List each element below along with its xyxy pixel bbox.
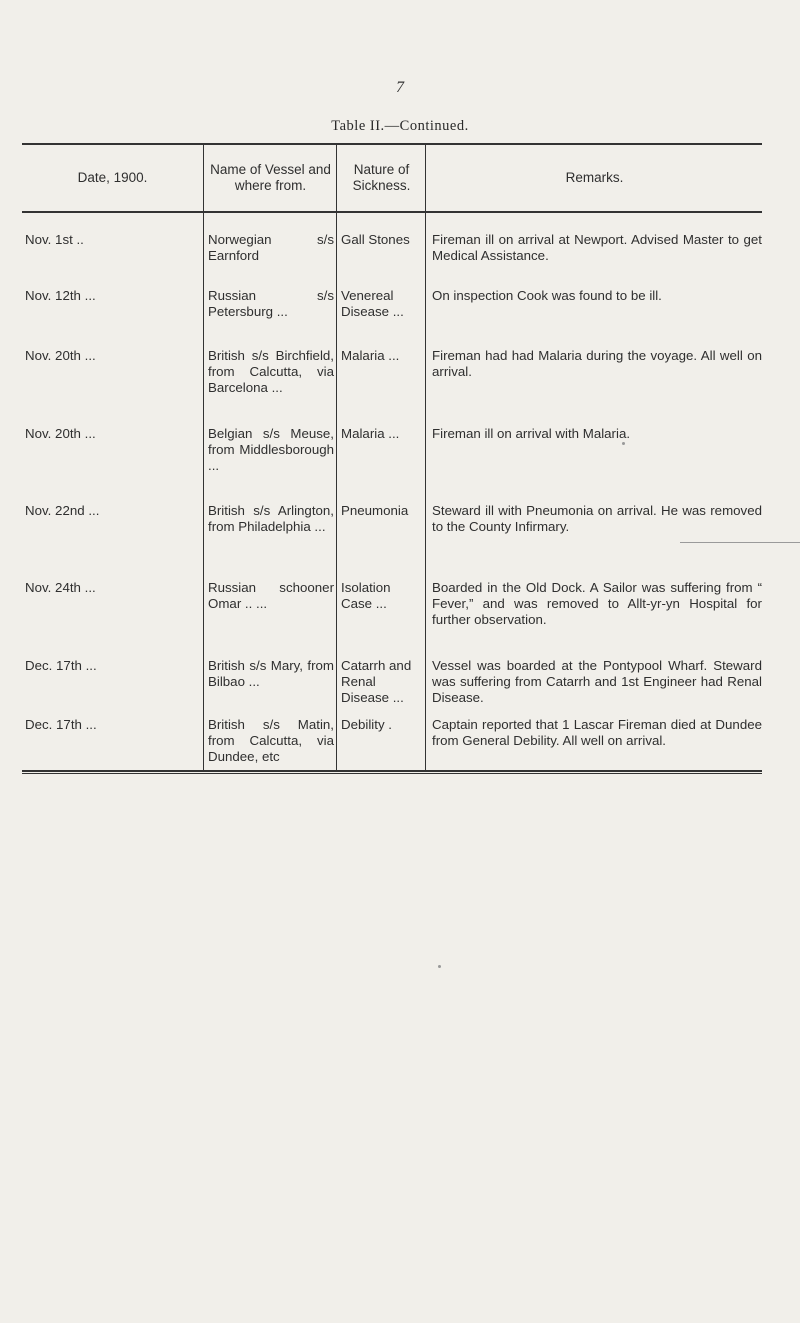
cell-date: Dec. 17th ...	[25, 717, 97, 732]
cell-date: Nov. 1st ..	[25, 232, 84, 247]
cell-date: Nov. 22nd ...	[25, 503, 100, 518]
header-nature: Nature of Sickness.	[352, 161, 411, 193]
scan-speck	[438, 965, 441, 968]
column-divider-2	[336, 143, 337, 770]
table-bottom-rule	[22, 770, 762, 772]
cell-vessel: British s/s Arlington, from Philadelphia ...	[208, 503, 334, 534]
cell-nature: Debility .	[341, 717, 392, 732]
cell-date: Nov. 24th ...	[25, 580, 96, 595]
cell-date: Nov. 12th ...	[25, 288, 96, 303]
cell-vessel: Belgian s/s Meuse, from Middlesborough ...	[208, 426, 334, 473]
cell-date: Dec. 17th ...	[25, 658, 97, 673]
cell-vessel: Norwegian s/s Earnford	[208, 232, 334, 263]
cell-nature: Pneumonia	[341, 503, 409, 518]
cell-nature: Malaria ...	[341, 426, 400, 441]
cell-nature: Catarrh and Renal Disease ...	[341, 658, 412, 705]
table-bottom-rule-2	[22, 773, 762, 774]
header-bottom-rule	[22, 211, 762, 213]
cell-remarks: Boarded in the Old Dock. A Sailor was suffering from “ Fever,” and was removed to Allt-yr-yn Hospital for further observation.	[432, 580, 762, 627]
cell-remarks: On inspection Cook was found to be ill.	[432, 288, 662, 303]
cell-nature: Gall Stones	[341, 232, 410, 247]
cell-remarks: Vessel was boarded at the Pontypool Wharf. Steward was suffering from Catarrh and 1st Engineer had Renal Disease.	[432, 658, 762, 705]
column-divider-3	[425, 143, 426, 770]
cell-vessel: British s/s Matin, from Calcutta, via Dundee, etc	[208, 717, 334, 764]
cell-vessel: Russian s/s Petersburg ...	[208, 288, 334, 319]
scan-stray-line	[680, 542, 800, 543]
cell-remarks: Fireman ill on arrival with Malaria.	[432, 426, 631, 441]
cell-nature: Isolation Case ...	[341, 580, 391, 611]
table-title: Table II.—Continued.	[331, 118, 469, 134]
cell-date: Nov. 20th ...	[25, 348, 96, 363]
cell-remarks: Fireman had had Malaria during the voyage. All well on arrival.	[432, 348, 762, 379]
cell-vessel: British s/s Mary, from Bilbao ...	[208, 658, 334, 689]
cell-nature: Venereal Disease ...	[341, 288, 404, 319]
header-date: Date, 1900.	[77, 169, 148, 185]
scan-speck	[622, 442, 625, 445]
cell-remarks: Fireman ill on arrival at Newport. Advised Master to get Medical Assistance.	[432, 232, 762, 263]
cell-vessel: British s/s Birchfield, from Calcutta, via Barcelona ...	[208, 348, 334, 395]
cell-date: Nov. 20th ...	[25, 426, 96, 441]
cell-remarks: Steward ill with Pneumonia on arrival. He was removed to the County Infirmary.	[432, 503, 762, 534]
page-number: 7	[396, 79, 404, 96]
cell-remarks: Captain reported that 1 Lascar Fireman died at Dundee from General Debility. All well on arrival.	[432, 717, 762, 748]
cell-nature: Malaria ...	[341, 348, 400, 363]
cell-vessel: Russian schooner Omar .. ...	[208, 580, 334, 611]
header-remarks: Remarks.	[565, 169, 624, 185]
header-vessel: Name of Vessel and where from.	[210, 161, 331, 193]
